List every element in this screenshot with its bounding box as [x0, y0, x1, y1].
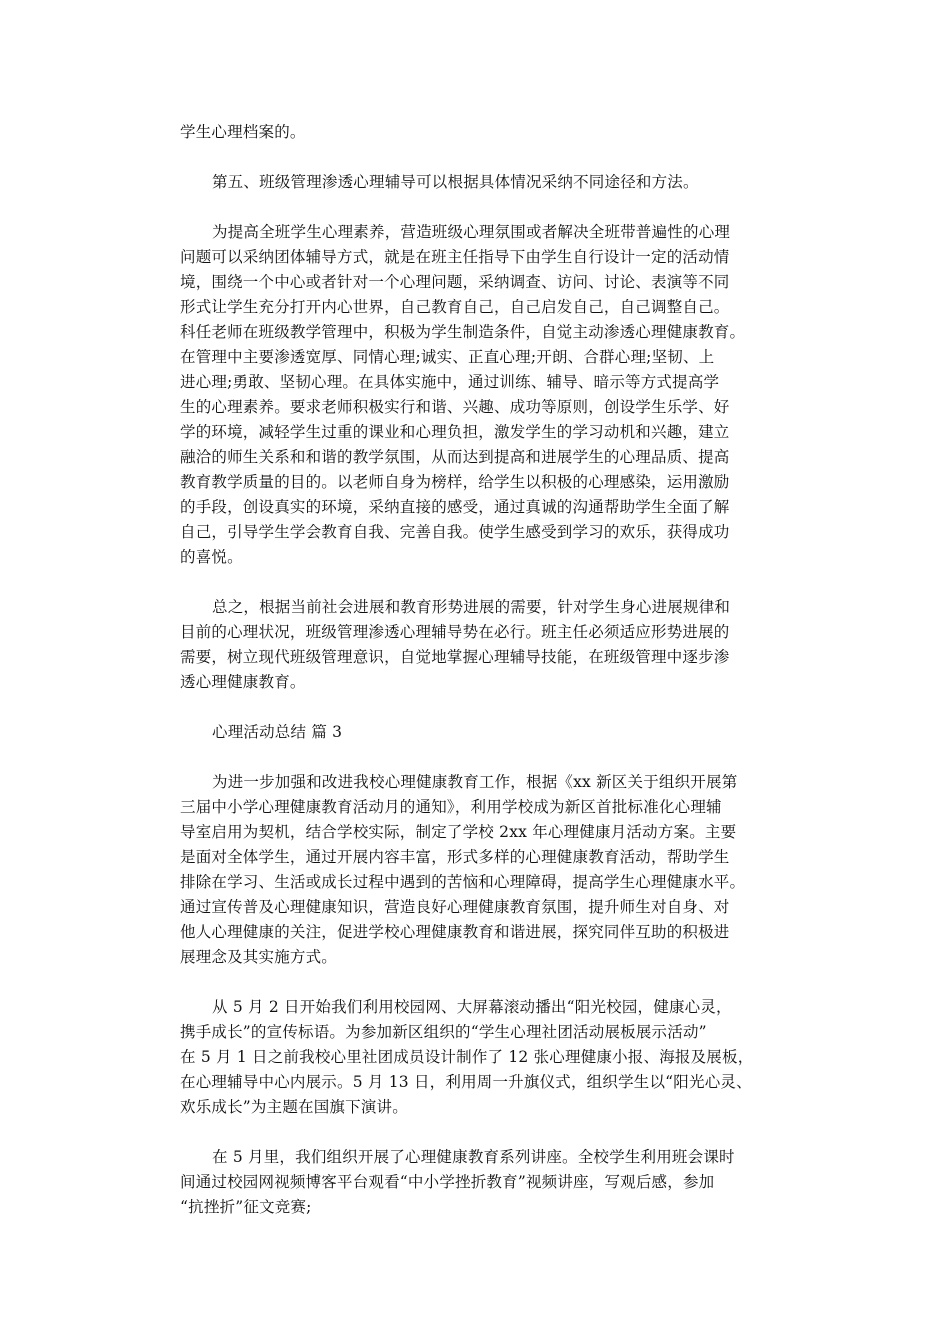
text-line: 融洽的师生关系和和谐的教学氛围，从而达到提高和进展学生的心理品质、提高 [180, 448, 730, 466]
text-line: 目前的心理状况，班级管理渗透心理辅导势在必行。班主任必须适应形势进展的 [180, 623, 730, 641]
text-line: 进心理;勇敢、坚韧心理。在具体实施中，通过训练、辅导、暗示等方式提高学 [180, 373, 720, 391]
text-line: 欢乐成长”为主题在国旗下演讲。 [180, 1098, 408, 1116]
text-line: 形式让学生充分打开内心世界，自己教育自己，自己启发自己，自己调整自己。 [180, 298, 730, 316]
text-line: 心理活动总结 篇 3 [212, 723, 343, 741]
text-line: 是面对全体学生，通过开展内容丰富，形式多样的心理健康教育活动，帮助学生 [180, 848, 730, 866]
text-line: 生的心理素养。要求老师积极实行和谐、兴趣、成功等原则，创设学生乐学、好 [180, 398, 730, 416]
text-line: 需要，树立现代班级管理意识，自觉地掌握心理辅导技能，在班级管理中逐步渗 [180, 648, 730, 666]
paragraph [180, 1145, 780, 1220]
text-line: 学的环境，减轻学生过重的课业和心理负担，激发学生的学习动机和兴趣，建立 [180, 423, 730, 441]
text-line: 为提高全班学生心理素养，营造班级心理氛围或者解决全班带普遍性的心理 [212, 223, 731, 241]
text-line: 问题可以采纳团体辅导方式，就是在班主任指导下由学生自行设计一定的活动情 [180, 248, 730, 266]
text-line: 的喜悦。 [180, 548, 243, 566]
text-line: 的手段，创设真实的环境，采纳直接的感受，通过真诚的沟通帮助学生全面了解 [180, 498, 730, 516]
text-line: 科任老师在班级教学管理中，积极为学生制造条件，自觉主动渗透心理健康教育。 [180, 323, 746, 341]
paragraph [180, 170, 780, 195]
text-line: 导室启用为契机，结合学校实际，制定了学校 2xx 年心理健康月活动方案。主要 [180, 823, 737, 841]
text-line: 展理念及其实施方式。 [180, 948, 338, 966]
text-line: 从 5 月 2 日开始我们利用校园网、大屏幕滚动播出“阳光校园，健康心灵， [212, 998, 732, 1016]
text-line: 在 5 月里，我们组织开展了心理健康教育系列讲座。全校学生利用班会课时 [212, 1148, 735, 1166]
text-line: 他人心理健康的关注，促进学校心理健康教育和谐进展，探究同伴互助的积极进 [180, 923, 730, 941]
text-line: 为进一步加强和改进我校心理健康教育工作，根据《xx 新区关于组织开展第 [212, 773, 738, 791]
text-line: 透心理健康教育。 [180, 673, 306, 691]
text-line: 第五、班级管理渗透心理辅导可以根据具体情况采纳不同途径和方法。 [212, 173, 699, 191]
text-line: 在 5 月 1 日之前我校心里社团成员设计制作了 12 张心理健康小报、海报及展板， [180, 1048, 754, 1066]
text-line: 排除在学习、生活或成长过程中遇到的苦恼和心理障碍，提高学生心理健康水平。 [180, 873, 746, 891]
text-line: 境，围绕一个中心或者针对一个心理问题，采纳调查、访问、讨论、表演等不同 [180, 273, 730, 291]
text-line: 三届中小学心理健康教育活动月的通知》，利用学校成为新区首批标准化心理辅 [180, 798, 722, 816]
text-line: 在心理辅导中心内展示。5 月 13 日，利用周一升旗仪式，组织学生以“阳光心灵、 [180, 1073, 752, 1091]
text-line: 学生心理档案的。 [180, 123, 306, 141]
text-line: “抗挫折”征文竞赛; [180, 1198, 312, 1216]
section-heading [180, 720, 780, 745]
paragraph [180, 220, 780, 570]
paragraph [180, 995, 780, 1120]
text-line: 教育教学质量的目的。以老师自身为榜样，给学生以积极的心理感染，运用激励 [180, 473, 730, 491]
text-line: 携手成长”的宣传标语。为参加新区组织的“学生心理社团活动展板展示活动” [180, 1023, 707, 1041]
paragraph [180, 595, 780, 695]
paragraph [180, 120, 780, 145]
text-line: 总之，根据当前社会进展和教育形势进展的需要，针对学生身心进展规律和 [212, 598, 731, 616]
document-body [180, 120, 780, 1245]
text-line: 在管理中主要渗透宽厚、同情心理;诚实、正直心理;开朗、合群心理;坚韧、上 [180, 348, 715, 366]
text-line: 间通过校园网视频博客平台观看“中小学挫折教育”视频讲座，写观后感，参加 [180, 1173, 715, 1191]
paragraph [180, 770, 780, 970]
text-line: 自己，引导学生学会教育自我、完善自我。使学生感受到学习的欢乐，获得成功 [180, 523, 730, 541]
text-line: 通过宣传普及心理健康知识，营造良好心理健康教育氛围，提升师生对自身、对 [180, 898, 730, 916]
